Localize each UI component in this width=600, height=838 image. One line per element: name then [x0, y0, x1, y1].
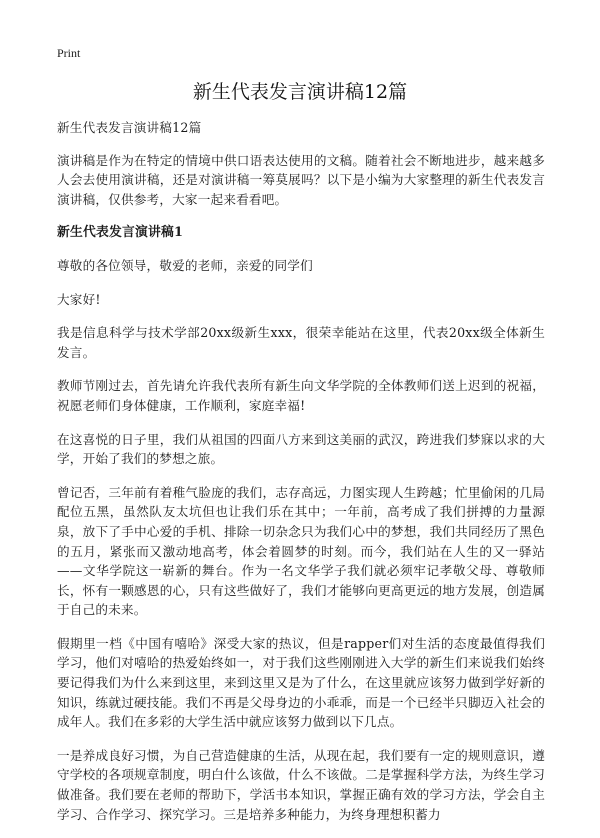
- print-label: Print: [57, 46, 81, 60]
- page-title: 新生代表发言演讲稿12篇: [192, 81, 408, 103]
- section-heading: 新生代表发言演讲稿1: [57, 225, 184, 241]
- greeting: 大家好!: [57, 291, 101, 307]
- intro-paragraph: 演讲稿是作为在特定的情境中供口语表达使用的文稿。随着社会不断地进步，越来越多人会去使用演讲稿，还是对演讲稿一筹莫展吗？以下是小编为大家整理的新生代表发言演讲稿，仅供参考，大家一起来看看吧。: [57, 152, 545, 207]
- document-body: [57, 118, 545, 838]
- salutation: 尊敬的各位领导，敬爱的老师，亲爱的同学们: [57, 257, 313, 273]
- document-subtitle: 新生代表发言演讲稿12篇: [57, 120, 202, 135]
- speech-paragraph: 假期里一档《中国有嘻哈》深受大家的热议，但是rapper们对生活的态度最值得我们学习，他们对嘻哈的热爱始终如一，对于我们这些刚刚进入大学的新生们来说我们始终要记得我们为什么来到这里，来到这里又是为了什么，在这里就应该努力做到学好新的知识，练就过硬技能。我们不再是父母身边的小乖乖，而是一个已经半只脚迈入社会的成年人。我们在多彩的大学生活中就应该努力做到以下几点。: [57, 635, 545, 730]
- speech-paragraph: 教师节刚过去，首先请允许我代表所有新生向文华学院的全体教师们送上迟到的祝福，祝愿老师们身体健康，工作顺利，家庭幸福!: [57, 378, 545, 413]
- speech-paragraph: 一是养成良好习惯，为自己营造健康的生活，从现在起，我们要有一定的规则意识，遵守学校的各项规章制度，明白什么该做，什么不该做。二是掌握科学方法，为终生学习做准备。我们要在老师的帮助下，学活书本知识，掌握正确有效的学习方法，学会自主学习、合作学习、探究学习。三是培养多种能力，为终身理想积蓄力: [57, 747, 545, 822]
- speech-paragraph: 曾记否，三年前有着稚气脸庞的我们，志存高远，力图实现人生跨越；忙里偷闲的几局配位五黑，虽然队友太坑但也让我们乐在其中；一年前，高考成了我们拼搏的力量源泉，放下了手中心爱的手机、排除一切杂念只为我们心中的梦想，我们共同经历了黑色的五月，紧张而又激动地高考，体会着圆梦的时刻。而今，我们站在人生的又一驿站——文华学院这一崭新的舞台。作为一名文华学子我们就必须牢记孝敬父母、尊敬师长，怀有一颗感恩的心，只有这些做好了，我们才能够向更高更远的地方发展，创造属于自己的未来。: [57, 484, 545, 618]
- speech-paragraph: 在这喜悦的日子里，我们从祖国的四面八方来到这美丽的武汉，跨进我们梦寐以求的大学，开始了我们的梦想之旅。: [57, 431, 545, 467]
- speech-paragraph: 我是信息科学与技术学部20xx级新生xxx，很荣幸能站在这里，代表20xx级全体新生发言。: [57, 325, 545, 360]
